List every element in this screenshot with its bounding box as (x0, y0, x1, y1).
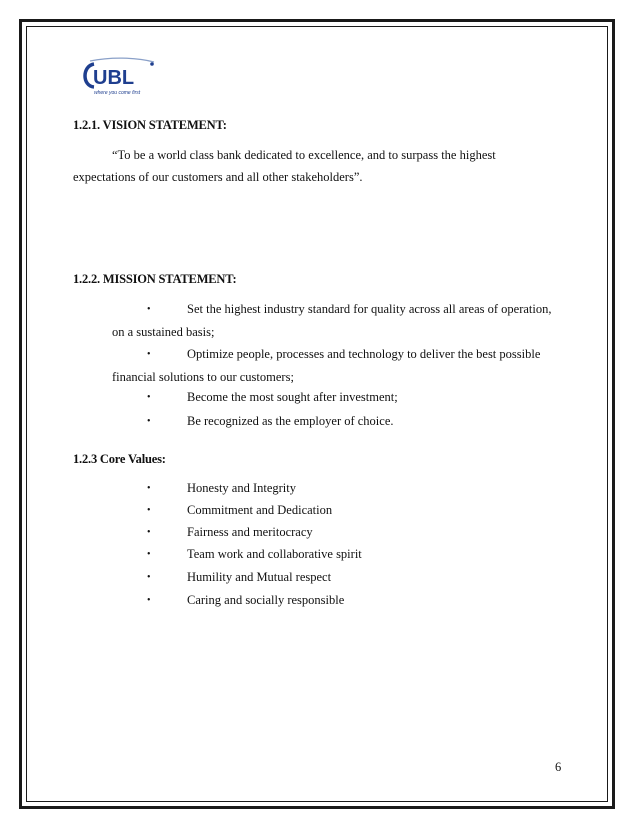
core-value-bullet-6: • (147, 595, 151, 606)
mission-item-3: Become the most sought after investment; (187, 390, 398, 404)
mission-item-2-line2: financial solutions to our customers; (112, 370, 294, 384)
vision-text-line1: “To be a world class bank dedicated to excellence, and to surpass the highest (112, 148, 496, 162)
ubl-logo (80, 54, 160, 98)
vision-heading: 1.2.1. VISION STATEMENT: (73, 118, 227, 132)
core-value-bullet-5: • (147, 572, 151, 583)
ubl-logo-graphic (80, 54, 160, 98)
core-value-1: Honesty and Integrity (187, 481, 297, 495)
core-value-bullet-3: • (147, 527, 151, 538)
core-value-bullet-4: • (147, 549, 151, 560)
mission-item-2-line1: Optimize people, processes and technology to deliver the best possible (187, 347, 541, 361)
core-value-3: Fairness and meritocracy (187, 525, 313, 539)
core-value-2: Commitment and Dedication (187, 503, 333, 517)
mission-item-1-line1: Set the highest industry standard for quality across all areas of operation, (187, 302, 552, 316)
core-value-bullet-1: • (147, 483, 151, 494)
mission-bullet-3: • (147, 392, 151, 403)
core-value-5: Humility and Mutual respect (187, 570, 332, 584)
mission-heading: 1.2.2. MISSION STATEMENT: (73, 272, 237, 286)
mission-bullet-1: • (147, 304, 151, 315)
mission-bullet-4: • (147, 416, 151, 427)
core-value-4: Team work and collaborative spirit (187, 547, 362, 561)
page-number: 6 (555, 760, 562, 774)
mission-item-4: Be recognized as the employer of choice. (187, 414, 394, 428)
logo-tagline: where you come first (94, 90, 141, 96)
logo-brand-text: UBL (93, 67, 135, 89)
core-value-bullet-2: • (147, 505, 151, 516)
mission-bullet-2: • (147, 349, 151, 360)
core-value-6: Caring and socially responsible (187, 593, 345, 607)
mission-item-1-line2: on a sustained basis; (112, 325, 215, 339)
vision-text-line2: expectations of our customers and all other stakeholders”. (73, 170, 363, 184)
core-values-heading: 1.2.3 Core Values: (73, 452, 166, 466)
